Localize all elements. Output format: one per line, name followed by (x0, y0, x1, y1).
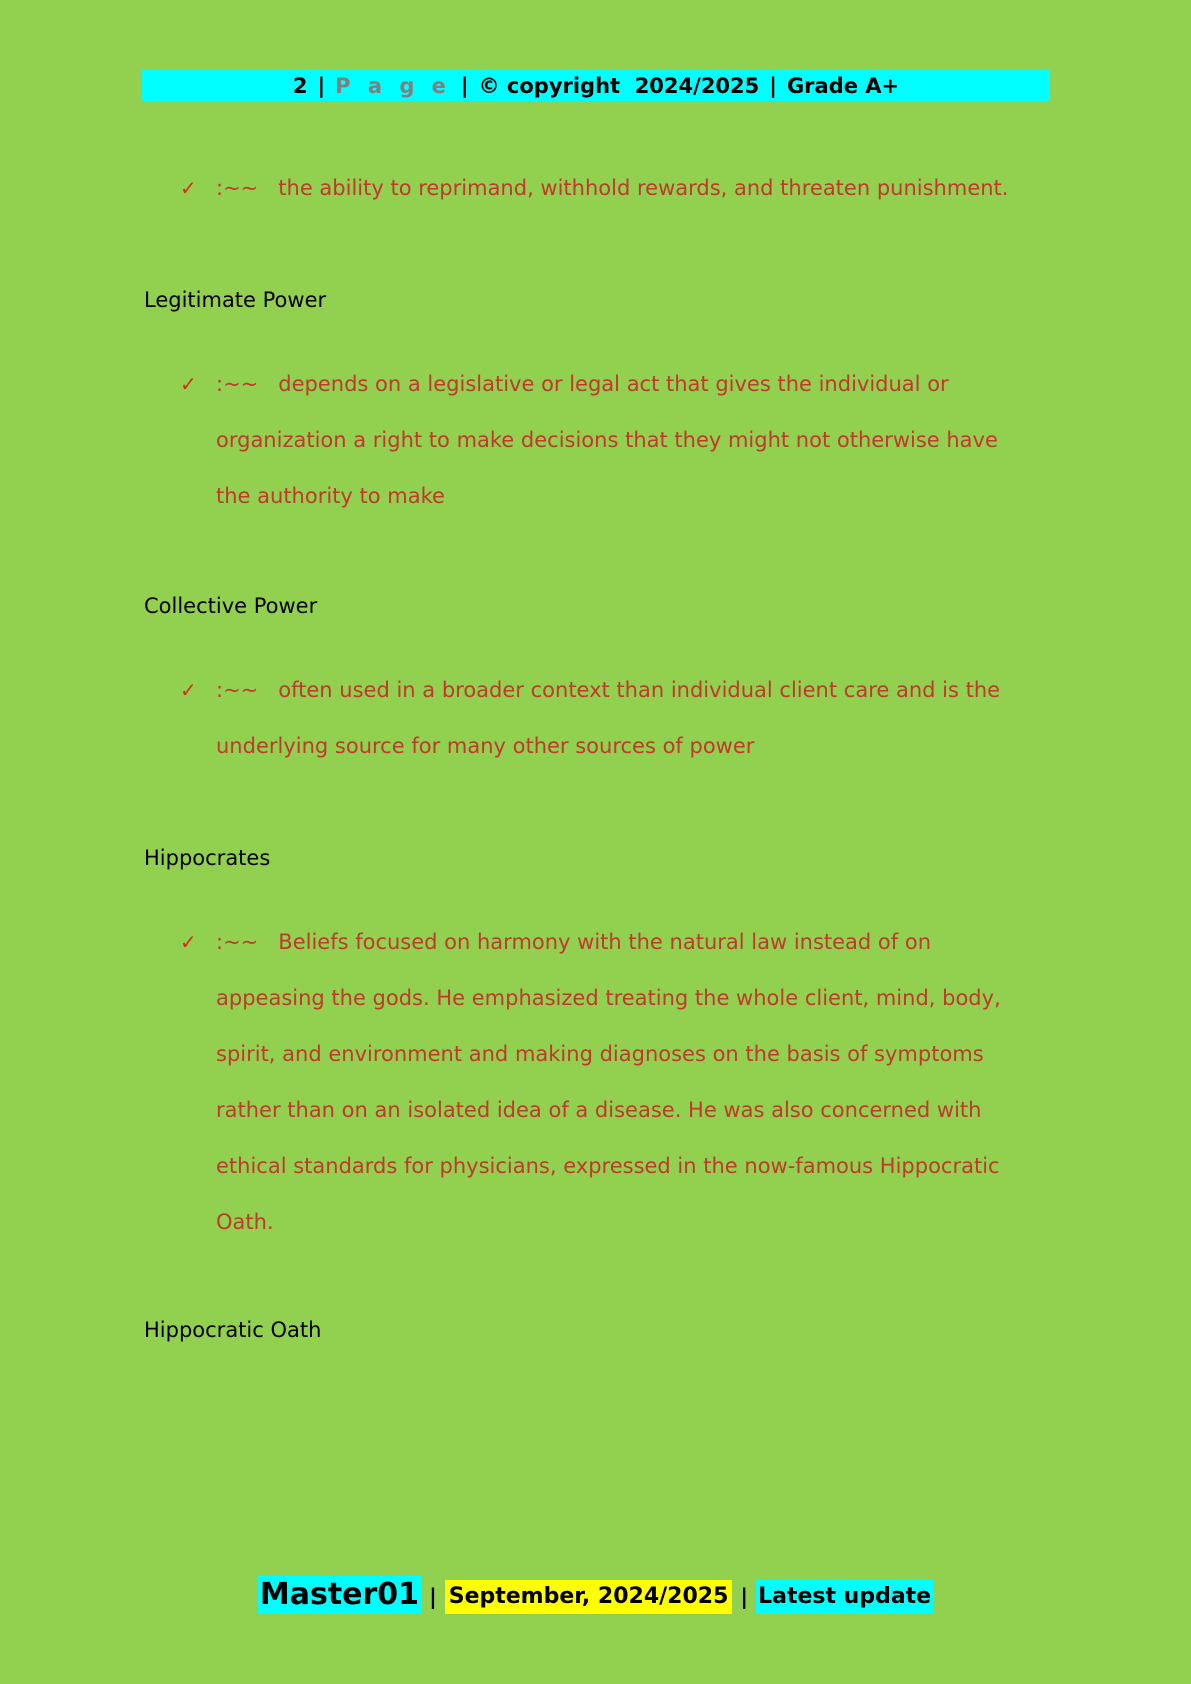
header-separator: | (769, 73, 777, 98)
footer-separator: | (429, 1585, 437, 1609)
checkmark-icon: ✓ (180, 930, 197, 954)
definition-item (180, 662, 1030, 774)
header-separator: | (317, 73, 326, 98)
header-separator: | (460, 73, 469, 98)
definition-item (180, 914, 1030, 1250)
update-date: September, 2024/2025 (445, 1580, 733, 1614)
definition-text: the ability to reprimand, withhold rewards, and threaten punishment. (278, 176, 1009, 200)
definition-marker: :~~ (216, 678, 259, 702)
copyright-text: © copyright 2024/2025 (478, 73, 760, 98)
latest-update-label: Latest update (756, 1580, 933, 1614)
definition-text: often used in a broader context than individual client care and is the underlying source for many other sources of power (216, 678, 1001, 758)
grade-text: Grade A+ (786, 73, 900, 98)
page-number: 2 (292, 73, 308, 98)
definition-marker: :~~ (216, 372, 259, 396)
term-heading: Hippocratic Oath (144, 1318, 322, 1342)
term-heading: Legitimate Power (144, 288, 327, 312)
page-header (142, 70, 1050, 101)
definition-item (180, 356, 1030, 524)
definition-marker: :~~ (216, 930, 259, 954)
term-heading: Collective Power (144, 594, 318, 618)
brand-name: Master01 (259, 1577, 420, 1612)
footer-separator: | (740, 1585, 749, 1609)
definition-item (180, 160, 1030, 216)
term-heading: Hippocrates (144, 846, 271, 870)
page-word: P a g e (335, 73, 451, 98)
definition-marker: :~~ (216, 176, 259, 200)
checkmark-icon: ✓ (180, 372, 197, 396)
checkmark-icon: ✓ (180, 176, 197, 200)
checkmark-icon: ✓ (180, 678, 197, 702)
definition-text: depends on a legislative or legal act that gives the individual or organization a right to make decisions that they might not otherwise have the authority to make (216, 372, 998, 508)
definition-text: Beliefs focused on harmony with the natural law instead of on appeasing the gods. He emphasized treating the whole client, mind, body, spirit, and environment and making diagnoses on the basis of symptoms rather than on an isolated idea of a disease. He was also concerned with ethical standards for physicians, expressed in the now-famous Hippocratic Oath. (216, 930, 1001, 1234)
page-footer (0, 1576, 1191, 1614)
